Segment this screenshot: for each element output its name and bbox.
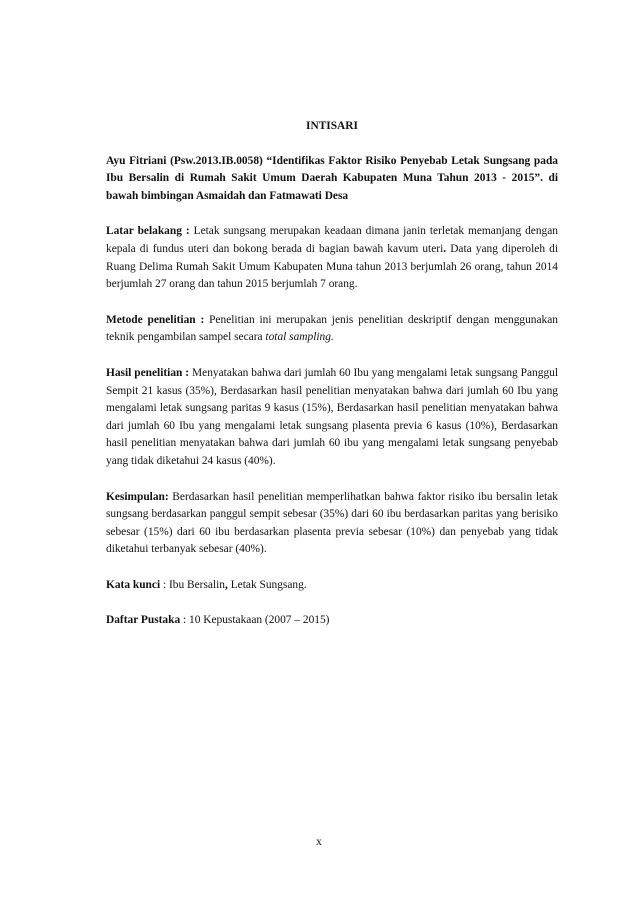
kata-kunci-separator: : bbox=[160, 578, 169, 591]
hasil-label: Hasil penelitian : bbox=[106, 366, 190, 379]
metode-italic: total sampling. bbox=[265, 331, 334, 344]
kata-kunci-keyword-1: Ibu Bersalin bbox=[169, 578, 225, 591]
daftar-pustaka-label: Daftar Pustaka bbox=[106, 614, 181, 627]
hasil-paragraph bbox=[106, 365, 558, 471]
kesimpulan-label: Kesimpulan: bbox=[106, 490, 169, 503]
latar-belakang-dot: . bbox=[443, 242, 447, 255]
daftar-pustaka-paragraph bbox=[106, 612, 558, 630]
kata-kunci-label: Kata kunci bbox=[106, 578, 161, 591]
abstract-title: INTISARI bbox=[306, 120, 358, 132]
kesimpulan-text: Berdasarkan hasil penelitian memperlihatkan bahwa faktor risiko ibu bersalin letak sungsang berdasarkan panggul sempit sebesar (35%) dari 60 ibu berdasarkan paritas yang berisiko sebesar (15%) dari 60 ibu berdasarkan plasenta previa sebesar (10%) dan penyebab yang tidak diketahui terbanyak sebesar (40%). bbox=[106, 490, 558, 556]
kata-kunci-keyword-2: Letak Sungsang. bbox=[227, 578, 307, 591]
latar-belakang-text-2: Data yang diperoleh di Ruang Delima Rumah Sakit Umum Kabupaten Muna tahun 2013 berjumlah 26 orang, tahun 2014 berjumlah 27 orang dan tahun 2015 berjumlah 7 orang. bbox=[106, 242, 558, 291]
kata-kunci-paragraph bbox=[106, 577, 558, 595]
latar-belakang-paragraph bbox=[106, 223, 558, 293]
citation-paragraph: Ayu Fitriani (Psw.2013.IB.0058) “Identifikas Faktor Risiko Penyebab Letak Sungsang pada Ibu Bersalin di Rumah Sakit Umum Daerah Kabupaten Muna Tahun 2013 - 2015”. di bawah bimbingan Asmaidah dan Fatmawati Desa bbox=[106, 154, 558, 202]
kesimpulan-paragraph bbox=[106, 489, 558, 559]
hasil-text: Menyatakan bahwa dari jumlah 60 Ibu yang mengalami letak sungsang Panggul Sempit 21 kasus (35%), Berdasarkan hasil penelitian menyatakan bahwa dari jumlah 60 Ibu yang mengalami letak sungsang paritas 9 kasus (15%), Berdasarkan hasil penelitian menyatakan bahwa dari jumlah 60 Ibu yang mengalami letak sungsang plasenta previa 6 kasus (10%), Berdasarkan hasil penelitian menyatakan bahwa dari jumlah 60 ibu yang mengalami letak sungsang penyebab yang tidak diketahui 24 kasus (40%). bbox=[106, 366, 558, 467]
latar-belakang-text-1: Letak sungsang merupakan keadaan dimana janin terletak memanjang dengan kepala di fundus uteri dan bokong berada di bagian bawah kavum uteri bbox=[106, 225, 558, 255]
daftar-pustaka-text: : 10 Kepustakaan (2007 – 2015) bbox=[180, 614, 330, 627]
abstract-body bbox=[106, 118, 558, 648]
metode-text: Penelitian ini merupakan jenis penelitian deskriptif dengan menggunakan teknik pengambilan sampel secara bbox=[106, 313, 559, 344]
kata-kunci-comma: , bbox=[225, 578, 228, 591]
latar-belakang-label: Latar belakang : bbox=[106, 225, 190, 238]
metode-label: Metode penelitian : bbox=[106, 313, 205, 326]
page-number: x bbox=[316, 836, 322, 848]
metode-paragraph bbox=[106, 312, 558, 347]
